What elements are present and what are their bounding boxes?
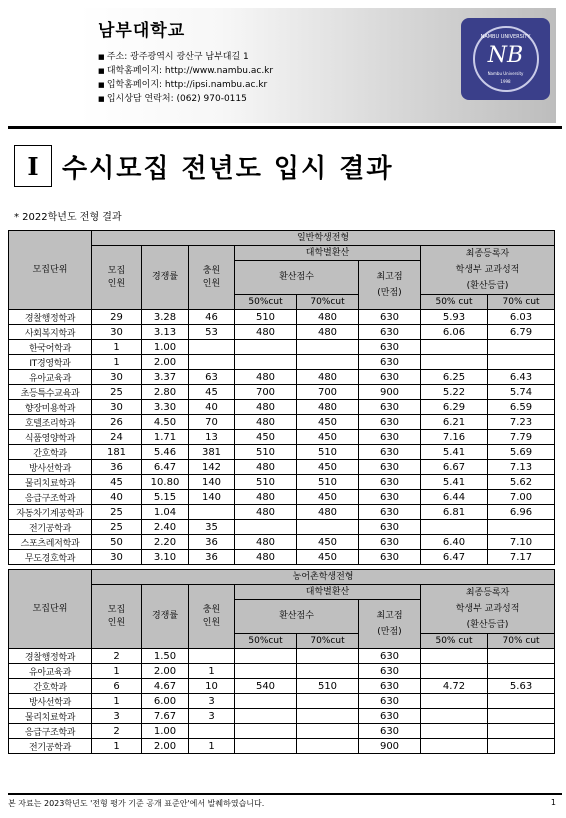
cell-cut70: 510	[297, 679, 359, 694]
cell-final50	[421, 340, 488, 355]
cell-final50	[421, 724, 488, 739]
cell-cut70: 700	[297, 385, 359, 400]
section-number: I	[14, 145, 52, 187]
cell-cut50	[235, 355, 297, 370]
cell-dept: 물리치료학과	[9, 709, 92, 724]
header-divider	[8, 126, 562, 129]
cell-final50: 6.06	[421, 325, 488, 340]
cell-final50: 6.21	[421, 415, 488, 430]
cell-final70	[488, 739, 555, 754]
cell-max: 630	[359, 430, 421, 445]
cell-ratio: 2.00	[142, 664, 189, 679]
cell-filled: 40	[189, 400, 235, 415]
header-cut50: 50%cut	[235, 295, 297, 310]
table-row	[9, 739, 555, 754]
rural-admission-table	[8, 569, 555, 754]
header-category: 농어촌학생전형	[92, 570, 555, 585]
table-row	[9, 520, 555, 535]
cell-ratio: 4.50	[142, 415, 189, 430]
cell-ratio: 1.00	[142, 340, 189, 355]
cell-cut50: 510	[235, 475, 297, 490]
cell-filled: 3	[189, 694, 235, 709]
cell-final50: 5.93	[421, 310, 488, 325]
cell-cut50: 700	[235, 385, 297, 400]
header-conversion: 대학별환산	[235, 246, 421, 261]
cell-filled	[189, 505, 235, 520]
cell-cut70: 480	[297, 505, 359, 520]
cell-final70: 7.79	[488, 430, 555, 445]
cell-cut70: 450	[297, 550, 359, 565]
cell-final50: 6.44	[421, 490, 488, 505]
cell-cut50	[235, 724, 297, 739]
cell-max: 630	[359, 325, 421, 340]
cell-filled: 140	[189, 475, 235, 490]
table-row	[9, 370, 555, 385]
cell-final70: 6.43	[488, 370, 555, 385]
cell-ratio: 6.47	[142, 460, 189, 475]
cell-dept: 응급구조학과	[9, 490, 92, 505]
cell-quota: 26	[92, 415, 142, 430]
cell-final70	[488, 355, 555, 370]
table-row	[9, 649, 555, 664]
cell-final70: 6.96	[488, 505, 555, 520]
cell-final50	[421, 739, 488, 754]
cell-cut50: 480	[235, 460, 297, 475]
cell-final50: 6.47	[421, 550, 488, 565]
cell-final50: 5.41	[421, 445, 488, 460]
cell-final70	[488, 664, 555, 679]
cell-final50: 6.67	[421, 460, 488, 475]
cell-final50: 6.29	[421, 400, 488, 415]
header-cut70: 70%cut	[297, 295, 359, 310]
header-category: 일반학생전형	[92, 231, 555, 246]
cell-dept: 전기공학과	[9, 739, 92, 754]
cell-cut70: 450	[297, 430, 359, 445]
cell-filled: 63	[189, 370, 235, 385]
cell-max: 630	[359, 445, 421, 460]
cell-filled: 3	[189, 709, 235, 724]
cell-dept: 간호학과	[9, 679, 92, 694]
cell-cut70	[297, 355, 359, 370]
cell-max: 900	[359, 385, 421, 400]
header-filled: 충원 인원	[189, 246, 235, 310]
cell-cut50	[235, 694, 297, 709]
cell-quota: 1	[92, 355, 142, 370]
cell-cut70: 510	[297, 475, 359, 490]
cell-quota: 30	[92, 400, 142, 415]
header-score: 환산점수	[235, 600, 359, 634]
cell-max: 630	[359, 724, 421, 739]
logo-year: 1998	[500, 79, 511, 84]
cell-filled: 36	[189, 535, 235, 550]
cell-dept: 식품영양학과	[9, 430, 92, 445]
cell-quota: 25	[92, 505, 142, 520]
cell-cut70: 480	[297, 370, 359, 385]
cell-dept: IT경영학과	[9, 355, 92, 370]
cell-cut50: 480	[235, 535, 297, 550]
cell-dept: 초등특수교육과	[9, 385, 92, 400]
header-final: 최종등록자 학생부 교과성적 (환산등급)	[421, 246, 555, 295]
cell-filled	[189, 649, 235, 664]
cell-quota: 24	[92, 430, 142, 445]
cell-final70: 6.79	[488, 325, 555, 340]
phone-line: ■ 입시상담 연락처: (062) 970-0115	[98, 92, 273, 106]
cell-cut50: 510	[235, 445, 297, 460]
cell-max: 630	[359, 505, 421, 520]
cell-ratio: 2.00	[142, 355, 189, 370]
cell-cut50: 480	[235, 490, 297, 505]
cell-final50	[421, 649, 488, 664]
table-row	[9, 460, 555, 475]
cell-cut70	[297, 340, 359, 355]
table-row	[9, 490, 555, 505]
cell-final70	[488, 709, 555, 724]
cell-final50: 7.16	[421, 430, 488, 445]
header-quota: 모집 인원	[92, 585, 142, 649]
cell-quota: 1	[92, 694, 142, 709]
cell-final50	[421, 355, 488, 370]
footer-note: 본 자료는 2023학년도 '전형 평가 기준 공개 표준안'에서 발췌하였습니다.	[8, 799, 265, 808]
cell-dept: 향장미용학과	[9, 400, 92, 415]
cell-filled: 1	[189, 739, 235, 754]
cell-max: 630	[359, 400, 421, 415]
page-number: 1	[550, 798, 556, 807]
cell-dept: 사회복지학과	[9, 325, 92, 340]
cell-quota: 1	[92, 340, 142, 355]
cell-quota: 30	[92, 550, 142, 565]
cell-ratio: 2.40	[142, 520, 189, 535]
table-row	[9, 310, 555, 325]
cell-cut50: 480	[235, 415, 297, 430]
cell-max: 630	[359, 520, 421, 535]
header-max: 최고점 (만점)	[359, 600, 421, 649]
cell-max: 630	[359, 709, 421, 724]
cell-ratio: 5.46	[142, 445, 189, 460]
table-row	[9, 550, 555, 565]
section-title: 수시모집 전년도 입시 결과	[62, 153, 394, 184]
cell-cut70: 450	[297, 460, 359, 475]
header-filled: 충원 인원	[189, 585, 235, 649]
cell-cut50: 480	[235, 370, 297, 385]
logo-mark: NB	[487, 43, 524, 68]
cell-filled	[189, 724, 235, 739]
cell-cut50: 480	[235, 505, 297, 520]
cell-filled: 10	[189, 679, 235, 694]
cell-dept: 간호학과	[9, 445, 92, 460]
cell-cut70	[297, 724, 359, 739]
table-row	[9, 724, 555, 739]
cell-quota: 36	[92, 460, 142, 475]
cell-dept: 호텔조리학과	[9, 415, 92, 430]
cell-max: 630	[359, 649, 421, 664]
cell-dept: 방사선학과	[9, 694, 92, 709]
table-row	[9, 694, 555, 709]
table-row	[9, 679, 555, 694]
cell-cut50: 450	[235, 430, 297, 445]
cell-cut70	[297, 520, 359, 535]
cell-quota: 1	[92, 664, 142, 679]
table-row	[9, 709, 555, 724]
cell-cut70: 510	[297, 445, 359, 460]
table-row	[9, 535, 555, 550]
cell-final50	[421, 709, 488, 724]
cell-quota: 181	[92, 445, 142, 460]
cell-final70: 7.23	[488, 415, 555, 430]
cell-max: 630	[359, 490, 421, 505]
university-name: 남부대학교	[98, 21, 186, 41]
header-conversion: 대학별환산	[235, 585, 421, 600]
cell-max: 630	[359, 475, 421, 490]
cell-quota: 2	[92, 724, 142, 739]
cell-quota: 40	[92, 490, 142, 505]
cell-quota: 45	[92, 475, 142, 490]
cell-final70: 5.63	[488, 679, 555, 694]
cell-cut70	[297, 694, 359, 709]
cell-ratio: 2.00	[142, 739, 189, 754]
cell-ratio: 3.28	[142, 310, 189, 325]
logo-sub-text: Nambu University	[487, 71, 524, 76]
cell-final70: 7.13	[488, 460, 555, 475]
logo-emblem	[473, 26, 539, 92]
university-logo	[461, 18, 550, 100]
cell-cut70: 450	[297, 415, 359, 430]
cell-quota: 25	[92, 520, 142, 535]
cell-final70: 5.74	[488, 385, 555, 400]
cell-ratio: 3.10	[142, 550, 189, 565]
cell-cut50: 540	[235, 679, 297, 694]
cell-quota: 2	[92, 649, 142, 664]
table-row	[9, 664, 555, 679]
cell-filled: 140	[189, 490, 235, 505]
header-cut50: 50%cut	[235, 634, 297, 649]
cell-ratio: 3.37	[142, 370, 189, 385]
cell-final50: 5.22	[421, 385, 488, 400]
cell-filled: 142	[189, 460, 235, 475]
cell-cut70	[297, 709, 359, 724]
table-row	[9, 475, 555, 490]
cell-filled: 70	[189, 415, 235, 430]
cell-filled: 13	[189, 430, 235, 445]
logo-top-text: NAMBU UNIVERSITY	[480, 34, 531, 40]
cell-filled: 46	[189, 310, 235, 325]
header-cut70: 70%cut	[297, 634, 359, 649]
cell-max: 630	[359, 340, 421, 355]
cell-cut50	[235, 340, 297, 355]
cell-dept: 무도경호학과	[9, 550, 92, 565]
cell-quota: 29	[92, 310, 142, 325]
cell-final70	[488, 724, 555, 739]
header-dept: 모집단위	[9, 570, 92, 649]
cell-filled: 35	[189, 520, 235, 535]
cell-cut50	[235, 739, 297, 754]
cell-final70: 5.69	[488, 445, 555, 460]
cell-max: 900	[359, 739, 421, 754]
header-score: 환산점수	[235, 261, 359, 295]
cell-final50	[421, 664, 488, 679]
cell-dept: 한국어학과	[9, 340, 92, 355]
cell-cut50: 510	[235, 310, 297, 325]
table-subtitle: * 2022학년도 전형 결과	[14, 212, 122, 223]
cell-quota: 30	[92, 325, 142, 340]
cell-cut70: 480	[297, 325, 359, 340]
cell-cut70: 450	[297, 490, 359, 505]
cell-max: 630	[359, 415, 421, 430]
cell-cut70	[297, 664, 359, 679]
cell-max: 630	[359, 550, 421, 565]
cell-ratio: 2.80	[142, 385, 189, 400]
cell-dept: 전기공학과	[9, 520, 92, 535]
footer-divider	[8, 793, 562, 795]
cell-final70	[488, 694, 555, 709]
cell-filled	[189, 340, 235, 355]
cell-cut50	[235, 520, 297, 535]
cell-max: 630	[359, 664, 421, 679]
cell-final70	[488, 520, 555, 535]
cell-quota: 30	[92, 370, 142, 385]
header-max: 최고점 (만점)	[359, 261, 421, 310]
cell-quota: 6	[92, 679, 142, 694]
cell-quota: 50	[92, 535, 142, 550]
cell-final50	[421, 520, 488, 535]
cell-ratio: 10.80	[142, 475, 189, 490]
cell-cut50	[235, 709, 297, 724]
cell-final70: 7.00	[488, 490, 555, 505]
header-dept: 모집단위	[9, 231, 92, 310]
address-line: ■ 주소: 광주광역시 광산구 남부대길 1	[98, 50, 273, 64]
cell-ratio: 1.71	[142, 430, 189, 445]
cell-final70	[488, 649, 555, 664]
cell-cut70: 480	[297, 400, 359, 415]
section-heading	[14, 144, 393, 188]
header-final70: 70% cut	[488, 634, 555, 649]
cell-final50: 4.72	[421, 679, 488, 694]
table-row	[9, 445, 555, 460]
cell-final70	[488, 340, 555, 355]
cell-ratio: 2.20	[142, 535, 189, 550]
cell-dept: 물리치료학과	[9, 475, 92, 490]
cell-dept: 유아교육과	[9, 664, 92, 679]
cell-dept: 경찰행정학과	[9, 310, 92, 325]
admission-homepage-line: ■ 입학홈페이지: http://ipsi.nambu.ac.kr	[98, 78, 273, 92]
cell-filled: 381	[189, 445, 235, 460]
cell-final70: 6.03	[488, 310, 555, 325]
cell-dept: 유아교육과	[9, 370, 92, 385]
cell-max: 630	[359, 370, 421, 385]
cell-filled: 36	[189, 550, 235, 565]
header-quota: 모집 인원	[92, 246, 142, 310]
cell-filled	[189, 355, 235, 370]
header-final50: 50% cut	[421, 295, 488, 310]
cell-cut50: 480	[235, 325, 297, 340]
cell-quota: 1	[92, 739, 142, 754]
cell-final70: 7.17	[488, 550, 555, 565]
table-row	[9, 325, 555, 340]
table-row	[9, 430, 555, 445]
cell-final50: 6.25	[421, 370, 488, 385]
cell-ratio: 7.67	[142, 709, 189, 724]
cell-final50: 6.81	[421, 505, 488, 520]
cell-ratio: 3.13	[142, 325, 189, 340]
cell-filled: 45	[189, 385, 235, 400]
cell-filled: 1	[189, 664, 235, 679]
table-row	[9, 415, 555, 430]
cell-dept: 방사선학과	[9, 460, 92, 475]
cell-dept: 자동차기계공학과	[9, 505, 92, 520]
cell-final50: 6.40	[421, 535, 488, 550]
header-final70: 70% cut	[488, 295, 555, 310]
cell-ratio: 1.50	[142, 649, 189, 664]
cell-final50	[421, 694, 488, 709]
general-admission-table	[8, 230, 555, 565]
cell-ratio: 4.67	[142, 679, 189, 694]
table-row	[9, 400, 555, 415]
cell-ratio: 1.00	[142, 724, 189, 739]
homepage-line: ■ 대학홈페이지: http://www.nambu.ac.kr	[98, 64, 273, 78]
cell-cut70	[297, 739, 359, 754]
cell-cut50: 480	[235, 550, 297, 565]
cell-filled: 53	[189, 325, 235, 340]
header-final50: 50% cut	[421, 634, 488, 649]
cell-final70: 6.59	[488, 400, 555, 415]
cell-final50: 5.41	[421, 475, 488, 490]
table-row	[9, 505, 555, 520]
table-row	[9, 355, 555, 370]
cell-quota: 25	[92, 385, 142, 400]
cell-final70: 7.10	[488, 535, 555, 550]
cell-dept: 경찰행정학과	[9, 649, 92, 664]
table-row	[9, 340, 555, 355]
cell-max: 630	[359, 679, 421, 694]
cell-max: 630	[359, 535, 421, 550]
cell-ratio: 1.04	[142, 505, 189, 520]
cell-max: 630	[359, 310, 421, 325]
cell-ratio: 5.15	[142, 490, 189, 505]
cell-max: 630	[359, 355, 421, 370]
cell-ratio: 3.30	[142, 400, 189, 415]
cell-cut50: 480	[235, 400, 297, 415]
header-final: 최종등록자 학생부 교과성적 (환산등급)	[421, 585, 555, 634]
cell-dept: 스포츠레저학과	[9, 535, 92, 550]
cell-final70: 5.62	[488, 475, 555, 490]
cell-dept: 응급구조학과	[9, 724, 92, 739]
cell-cut70	[297, 649, 359, 664]
cell-quota: 3	[92, 709, 142, 724]
cell-cut70: 450	[297, 535, 359, 550]
cell-cut50	[235, 664, 297, 679]
header-ratio: 경쟁률	[142, 585, 189, 649]
cell-max: 630	[359, 460, 421, 475]
cell-ratio: 6.00	[142, 694, 189, 709]
table-row	[9, 385, 555, 400]
cell-max: 630	[359, 694, 421, 709]
cell-cut50	[235, 649, 297, 664]
header-ratio: 경쟁률	[142, 246, 189, 310]
contact-info	[98, 50, 273, 106]
cell-cut70: 480	[297, 310, 359, 325]
